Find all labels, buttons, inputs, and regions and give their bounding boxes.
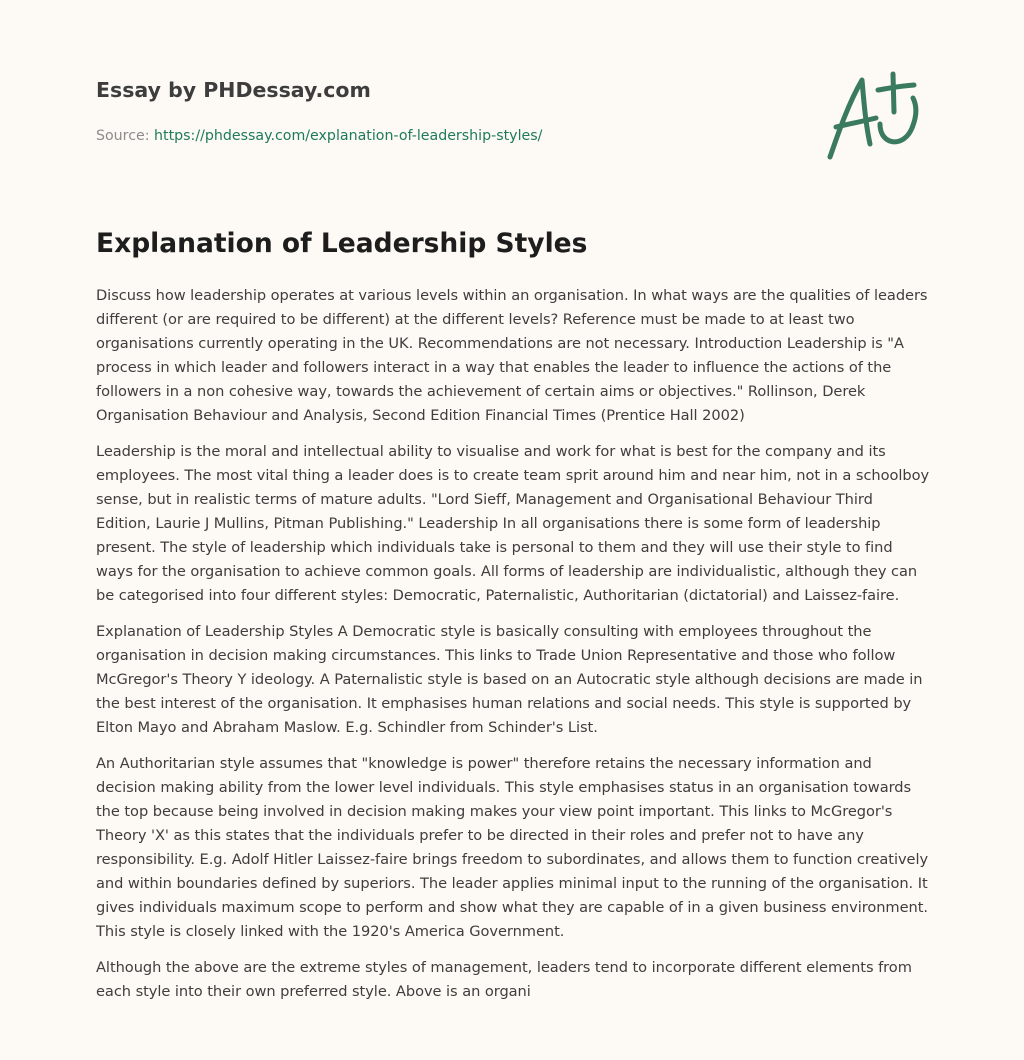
source-line — [96, 126, 736, 146]
essay-paragraph: An Authoritarian style assumes that "knowledge is power" therefore retains the necessary information and decision making ability from the lower level individuals. This style emphasises status in an organisation towards the top because being involved in decision making makes your view point important. This links to McGregor's Theory 'X' as this states that the individuals prefer to be directed in their roles and prefer not to have any responsibility. E.g. Adolf Hitler Laissez-faire brings freedom to subordinates, and allows them to function creatively and within boundaries defined by superiors. The leader applies minimal input to the running of the organisation. It gives individuals maximum scope to perform and show what they are capable of in a given business environment. This style is closely linked with the 1920's America Government. — [96, 755, 929, 940]
source-link[interactable]: https://phdessay.com/explanation-of-leadership-styles/ — [154, 128, 543, 144]
page-header — [96, 76, 736, 146]
essay-paragraph: Explanation of Leadership Styles A Democratic style is basically consulting with employees throughout the organisation in decision making circumstances. This links to Trade Union Representative and those who follow McGregor's Theory Y ideology. A Paternalistic style is based on an Autocratic style although decisions are made in the best interest of the organisation. It emphasises human relations and social needs. This style is supported by Elton Mayo and Abraham Maslow. E.g. Schindler from Schinder's List. — [96, 623, 923, 736]
site-title: Essay by PHDessay.com — [96, 78, 371, 102]
essay-title: Explanation of Leadership Styles — [96, 228, 588, 259]
essay-paragraph: Discuss how leadership operates at various levels within an organisation. In what ways are the qualities of leaders different (or are required to be different) at the different levels? Reference must be made to at least two organisations currently operating in the UK. Recommendations are not necessary. Introduction Leadership is "A process in which leader and followers interact in a way that enables the leader to influence the actions of the followers in a non cohesive way, towards the achievement of certain aims or objectives." Rollinson, Derek Organisation Behaviour and Analysis, Second Edition Financial Times (Prentice Hall 2002) — [96, 287, 928, 424]
essay-paragraph: Leadership is the moral and intellectual ability to visualise and work for what is best for the company and its employees. The most vital thing a leader does is to create team sprit around him and near him, not in a schoolboy sense, but in realistic terms of mature adults. "Lord Sieff, Management and Organisational Behaviour Third Edition, Laurie J Mullins, Pitman Publishing." Leadership In all organisations there is some form of leadership present. The style of leadership which individuals take is personal to them and they will use their style to find ways for the organisation to achieve common goals. All forms of leadership are individualistic, although they can be categorised into four different styles: Democratic, Paternalistic, Authoritarian (dictatorial) and Laissez-faire. — [96, 443, 930, 604]
a-plus-grade-icon — [818, 64, 932, 168]
essay-paragraph: Although the above are the extreme styles of management, leaders tend to incorporate different elements from each style into their own preferred style. Above is an organi — [96, 959, 912, 1000]
source-label: Source: — [96, 128, 155, 144]
essay-body — [96, 224, 930, 1016]
